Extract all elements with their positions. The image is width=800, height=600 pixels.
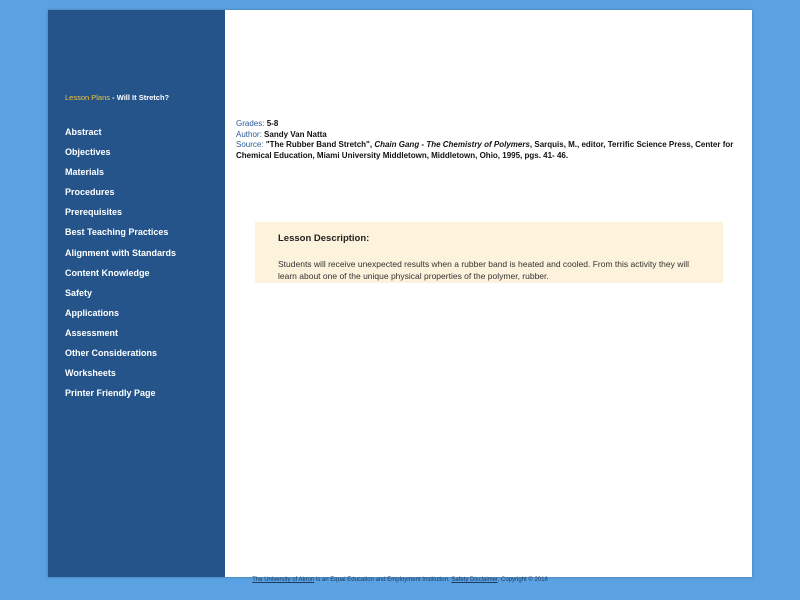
lesson-description-heading: Lesson Description: xyxy=(278,233,370,244)
sidebar-item-content-knowledge[interactable]: Content Knowledge xyxy=(65,267,150,278)
author-value: Sandy Van Natta xyxy=(264,129,327,139)
footer-copyright: , Copyright © 2016 xyxy=(497,577,548,583)
breadcrumb-current: Will It Stretch? xyxy=(116,93,170,102)
source-details: , Sarquis, M., editor, Terrific Science Press, Center for Chemical Education, Miami University Middletown, Middletown, Ohio, 1995, pgs. 41- 46. xyxy=(236,140,734,160)
sidebar-nav xyxy=(65,127,176,408)
sidebar-item-best-teaching-practices[interactable]: Best Teaching Practices xyxy=(65,227,169,238)
sidebar-item-safety[interactable]: Safety xyxy=(65,287,93,298)
sidebar-item-printer-friendly-page[interactable]: Printer Friendly Page xyxy=(65,388,156,399)
sidebar-item-prerequisites[interactable]: Prerequisites xyxy=(65,207,123,218)
safety-disclaimer-link[interactable]: Safety Disclaimer xyxy=(451,577,498,583)
grades-line xyxy=(236,119,741,130)
sidebar-item-applications[interactable]: Applications xyxy=(65,307,120,318)
sidebar-item-objectives[interactable]: Objectives xyxy=(65,147,111,158)
breadcrumb xyxy=(65,93,169,102)
source-book: Chain Gang - The Chemistry of Polymers xyxy=(374,140,530,149)
source-title: "The Rubber Band Stretch" xyxy=(265,140,370,149)
sidebar-item-other-considerations[interactable]: Other Considerations xyxy=(65,348,158,359)
breadcrumb-separator: - xyxy=(110,93,117,102)
footer-equal-opportunity-text: is an Equal Education and Employment Institution. xyxy=(314,577,452,583)
page-frame xyxy=(48,10,752,577)
sidebar xyxy=(48,10,225,577)
lesson-description-body: Students will receive unexpected results when a rubber band is heated and cooled. From this activity they will learn about one of the unique physical properties of the polymer, rubber. xyxy=(278,259,690,281)
footer xyxy=(0,577,800,583)
source-label: Source: xyxy=(236,140,264,149)
author-line xyxy=(236,130,741,141)
university-link[interactable]: The University of Akron xyxy=(252,577,315,583)
breadcrumb-lesson-plans-link[interactable]: Lesson Plans xyxy=(65,93,111,102)
grades-label: Grades: xyxy=(236,119,265,128)
grades-value: 5-8 xyxy=(266,119,279,128)
sidebar-item-alignment-with-standards[interactable]: Alignment with Standards xyxy=(65,247,177,258)
sidebar-item-abstract[interactable]: Abstract xyxy=(65,127,102,137)
sidebar-item-worksheets[interactable]: Worksheets xyxy=(65,368,116,379)
lesson-description-box xyxy=(255,222,723,283)
sidebar-item-materials[interactable]: Materials xyxy=(65,167,105,178)
source-separator: , xyxy=(369,140,375,149)
sidebar-item-procedures[interactable]: Procedures xyxy=(65,187,115,198)
main-content xyxy=(236,119,741,161)
sidebar-item-assessment[interactable]: Assessment xyxy=(65,327,119,338)
author-label: Author: xyxy=(236,129,262,139)
source-line xyxy=(236,140,741,161)
